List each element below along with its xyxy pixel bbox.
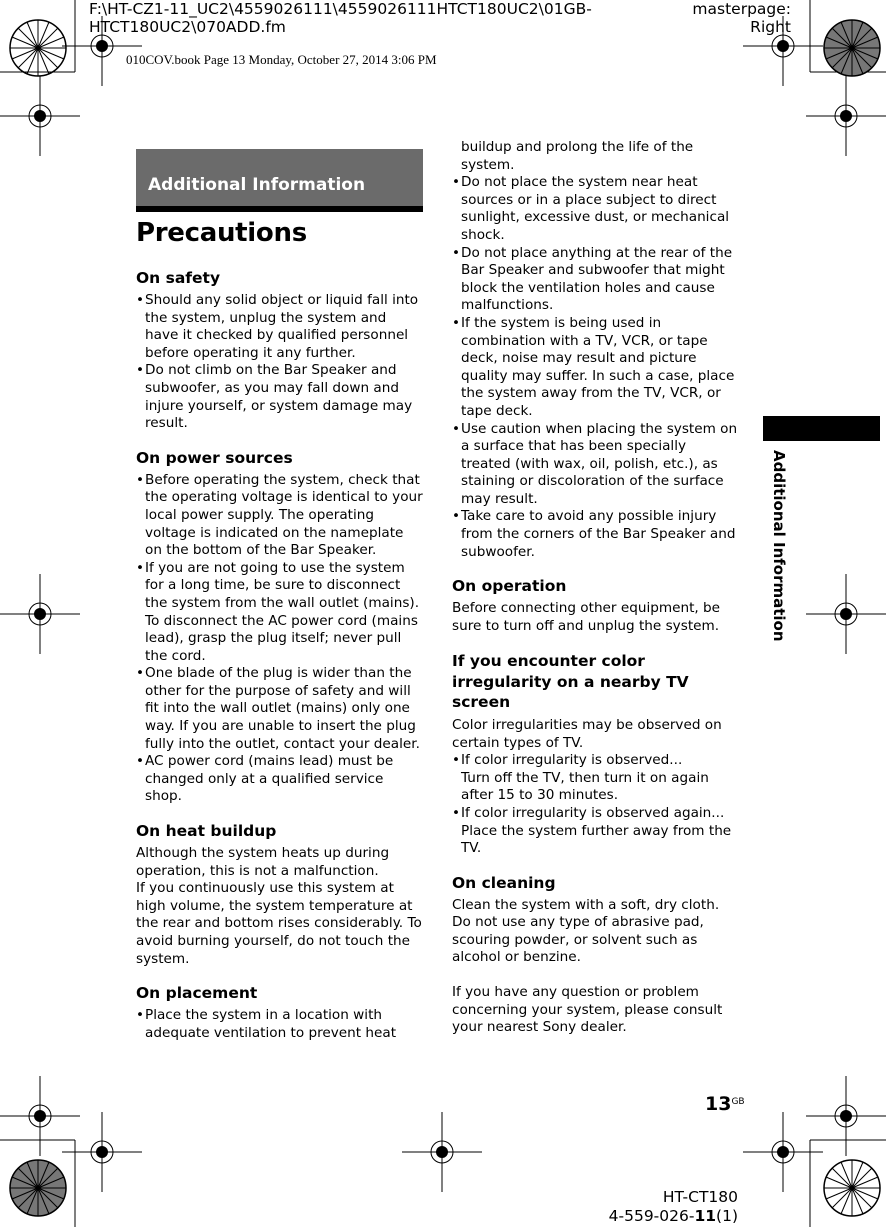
paragraph: Before connecting other equipment, be sure to turn off and unplug the system.: [452, 600, 721, 634]
heading-on-safety: On safety: [136, 269, 221, 287]
list-item: • If you are not going to use the system for a long time, be sure to disconnect the system from the wall outlet (mains). To disconnect the AC power cord (mains lead), grasp the plug itself; never pull the cord.: [136, 560, 423, 666]
registration-target-icon: [62, 1112, 142, 1192]
safety-list: [136, 292, 423, 433]
power-list: [136, 472, 423, 806]
heading-on-heat-buildup: On heat buildup: [136, 822, 277, 841]
side-tab-label: Additional Information: [770, 450, 788, 642]
section-banner-label: Additional Information: [148, 175, 366, 195]
page-number: [705, 1093, 745, 1115]
page-title: Precautions: [136, 218, 307, 248]
page-number-suffix: GB: [731, 1097, 745, 1107]
model-name: HT-CT180: [662, 1188, 738, 1206]
part-number-prefix: 4-559-026-: [608, 1207, 695, 1225]
registration-target-icon: [402, 1112, 482, 1192]
heading-on-placement: On placement: [136, 984, 258, 1003]
list-item: • Use caution when placing the system on a surface that has been specially treated (with wax, oil, polish, etc.), as staining or discoloration of the surface may result.: [452, 421, 738, 509]
list-item: [452, 805, 738, 858]
registration-target-icon: [806, 76, 886, 156]
registration-target-icon: [743, 1112, 823, 1192]
page-number-value: 13: [705, 1093, 732, 1115]
right-column: [452, 139, 738, 1037]
color-list: [452, 752, 738, 858]
heading-color-irregularity: If you encounter color irregularity on a nearby TV screen: [452, 652, 689, 712]
star-target-icon: [8, 1158, 68, 1218]
paragraph: If you continuously use this system at high volume, the system temperature at the rear and bottom rises considerably. To avoid burning yourself, do not touch the system.: [136, 880, 422, 967]
section-banner-rule: [136, 206, 423, 212]
list-item-title: • If color irregularity is observed again...: [461, 804, 725, 821]
part-number-revision: 11: [694, 1207, 717, 1225]
list-item: • Do not place anything at the rear of the Bar Speaker and subwoofer that might block the ventilation holes and cause malfunctions.: [452, 245, 738, 315]
left-column: [136, 269, 423, 1042]
registration-target-icon: [0, 574, 80, 654]
file-path-line1: F:\HT-CZ1-11_UC2\4559026111\4559026111HTCT180UC2\01GB-: [89, 0, 592, 18]
book-info: 010COV.book Page 13 Monday, October 27, 2014 3:06 PM: [126, 52, 437, 67]
paragraph: Clean the system with a soft, dry cloth. Do not use any type of abrasive pad, scouring powder, or solvent such as alcohol or benzine.: [452, 896, 720, 966]
file-path-line2: HTCT180UC2\070ADD.fm: [89, 18, 286, 36]
list-item-title: • If color irregularity is observed...: [461, 752, 683, 769]
list-item: • Before operating the system, check that the operating voltage is identical to your local power supply. The operating voltage is indicated on the nameplate on the bottom of the Bar Speaker.: [136, 472, 423, 560]
masterpage-label: masterpage:: [692, 0, 791, 18]
paragraph: Color irregularities may be observed on certain types of TV.: [452, 716, 722, 751]
star-target-icon: [822, 18, 882, 78]
model-info: [609, 1188, 738, 1226]
paragraph: Although the system heats up during operation, this is not a malfunction.: [136, 845, 390, 879]
list-item-detail: Place the system further away from the TV.: [461, 822, 732, 857]
star-target-icon: [822, 1158, 882, 1218]
list-item: • Do not place the system near heat sources or in a place subject to direct sunlight, excessive dust, or mechanical shock.: [452, 174, 738, 244]
placement-list: [136, 1007, 423, 1042]
file-path: [89, 0, 609, 36]
heading-on-operation: On operation: [452, 577, 567, 596]
list-item: • Should any solid object or liquid fall into the system, unplug the system and have it checked by qualified personnel before operating it any further.: [136, 292, 423, 362]
registration-target-icon: [806, 574, 886, 654]
list-item: • One blade of the plug is wider than the other for the purpose of safety and will fit into the wall outlet (mains) only one way. If you are unable to insert the plug fully into the outlet, contact your dealer.: [136, 665, 423, 753]
star-target-icon: [8, 18, 68, 78]
list-item: • AC power cord (mains lead) must be changed only at a qualified service shop.: [136, 753, 423, 806]
masterpage-info: [692, 0, 791, 36]
list-item: • Take care to avoid any possible injury from the corners of the Bar Speaker and subwoofer.: [452, 508, 738, 561]
list-item: • Place the system in a location with adequate ventilation to prevent heat: [136, 1007, 423, 1042]
list-item: • If the system is being used in combination with a TV, VCR, or tape deck, noise may result and picture quality may suffer. In such a case, place the system away from the TV, VCR, or tape deck.: [452, 315, 738, 421]
list-item-continued: buildup and prolong the life of the system.: [461, 139, 694, 173]
part-number: [609, 1207, 738, 1226]
masterpage-value: Right: [750, 18, 791, 36]
registration-target-icon: [0, 76, 80, 156]
part-number-suffix: (1): [716, 1207, 738, 1225]
list-item: • Do not climb on the Bar Speaker and subwoofer, as you may fall down and injure yourself, or system damage may result.: [136, 362, 423, 432]
heading-on-power-sources: On power sources: [136, 448, 293, 467]
closing-paragraph: If you have any question or problem concerning your system, please consult your nearest Sony dealer.: [452, 984, 723, 1036]
placement-list-cont: [452, 139, 738, 561]
list-item: [452, 752, 738, 805]
heading-on-cleaning: On cleaning: [452, 873, 556, 892]
list-item-detail: Turn off the TV, then turn it on again after 15 to 30 minutes.: [461, 769, 709, 804]
side-tab-marker: [763, 416, 880, 441]
